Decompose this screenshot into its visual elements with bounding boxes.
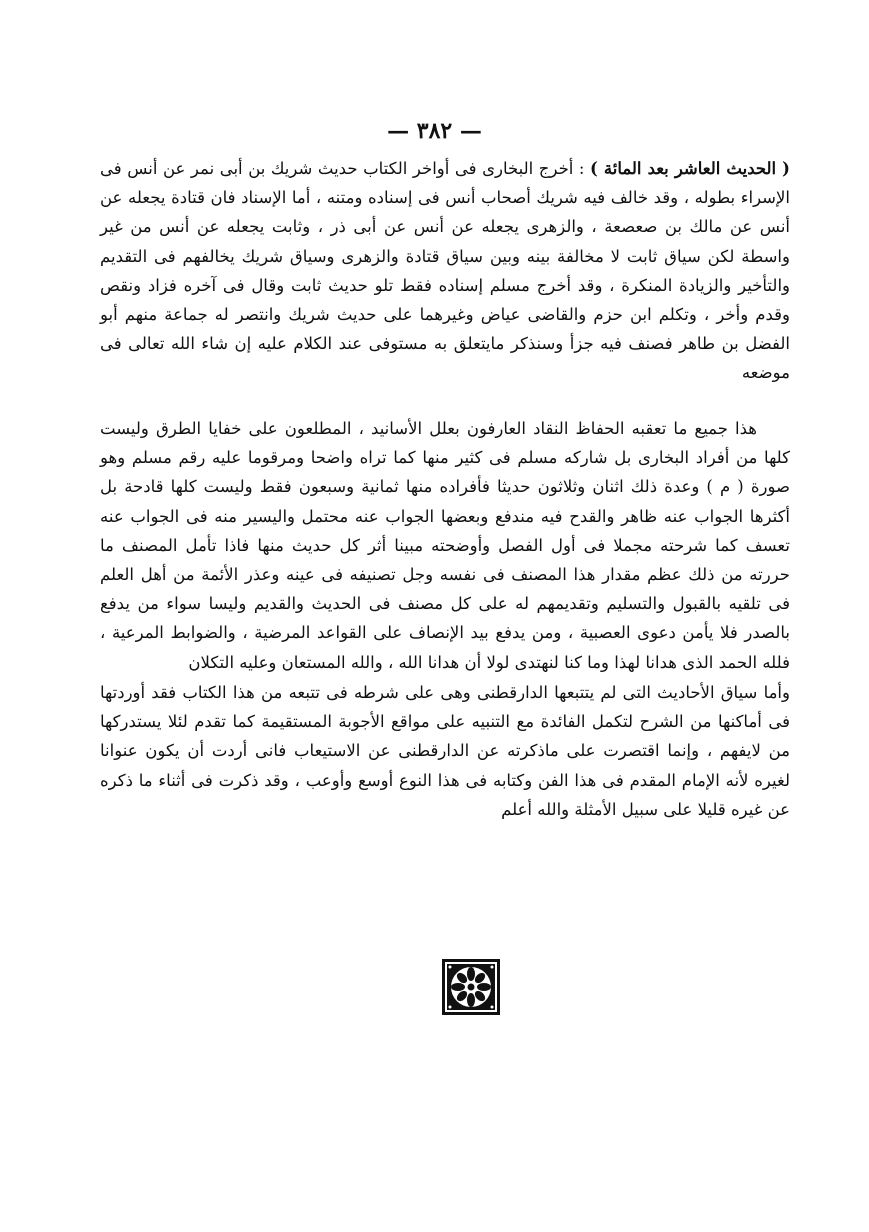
section-heading: ( الحديث العاشر بعد المائة ): [590, 159, 790, 178]
paragraph-conclusion: [100, 678, 790, 824]
page-number: — ٣٨٢ —: [387, 118, 482, 144]
paragraph-body: وأما سياق الأحاديث التى لم يتتبعها الدارقطنى وهى على شرطه فى تتبعه من هذا الكتاب فقد أوردتها فى أماكنها من الشرح لتكمل الفائدة مع التنبيه على مواقع الأجوبة المستقيمة كما تقدم لئلا يستدركها من لايفهم ، وإنما اقتصرت على ماذكرته عن الدارقطنى عن الاستيعاب فانى أردت أن يكون عنوانا لغيره لأنه الإمام المقدم فى هذا الفن وكتابه فى هذا النوع أوسع وأوعب ، وقد ذكرت فى أثناء ما ذكره عن غيره قليلا على سبيل الأمثلة والله أعلم: [100, 683, 790, 819]
paragraph-hadith-110: [100, 154, 790, 388]
paragraph-body: هذا جميع ما تعقبه الحفاظ النقاد العارفون بعلل الأسانيد ، المطلعون على خفايا الطرق وليست كلها من أفراد البخارى بل شاركه مسلم فى كثير منها كما تراه واضحا ومرقوما عليه رقم مسلم وهو صورة ( م ) وعدة ذلك اثنان وثلاثون حديثا فأفراده منها ثمانية وسبعون فقط وليست كلها قادحة بل أكثرها الجواب عنه ظاهر والقدح فيه مندفع وبعضها الجواب عنه محتمل واليسير منه فى الجواب عنه تعسف كما شرحته مجملا فى أول الفصل وأوضحته مبينا أثر كل حديث منها فاذا تأمل المصنف ما حررته من ذلك عظم مقدار هذا المصنف فى نفسه وجل تصنيفه فى عينه وعذر الأئمة من أهل العلم فى تلقيه بالقبول والتسليم وتقديمهم له على كل مصنف فى الحديث والقديم وليسا سواء من يدفع بالصدر فلا يأمن دعوى العصبية ، ومن يدفع بيد الإنصاف على القواعد المرضية ، والضوابط المرعية ، فلله الحمد الذى هدانا لهذا وما كنا لنهتدى لولا أن هدانا الله ، والله المستعان وعليه التكلان: [100, 419, 790, 672]
rosette-ornament-icon: [441, 958, 501, 1016]
paragraph-summary: [100, 414, 790, 677]
paragraph-body: : أخرج البخارى فى أواخر الكتاب حديث شريك بن أبى نمر عن أنس فى الإسراء بطوله ، وقد خالف فيه شريك أصحاب أنس فى إسناده ومتنه ، أما الإسناد فان قتادة يجعله عن أنس عن مالك بن صعصعة ، والزهرى يجعله عن أنس عن أبى ذر ، وثابت يجعله عن أنس من غير واسطة لكن سياق ثابت لا مخالفة بينه وبين سياق قتادة والزهرى وسياق شريك يخالفهم فى التقديم والتأخير والزيادة المنكرة ، وقد أخرج مسلم إسناده فقط تلو حديث ثابت وقال فى آخره فزاد ونقص وقدم وأخر ، وتكلم ابن حزم والقاضى عياض وغيرهما على حديث شريك وانتصر له جماعة منهم أبو الفضل بن طاهر فصنف فيه جزأ وسنذكر مايتعلق به مستوفى عند الكلام عليه إن شاء الله تعالى فى موضعه: [100, 159, 790, 383]
paragraph-text: [100, 678, 790, 824]
paragraph-text: [100, 154, 790, 388]
paragraph-text: [100, 414, 790, 677]
